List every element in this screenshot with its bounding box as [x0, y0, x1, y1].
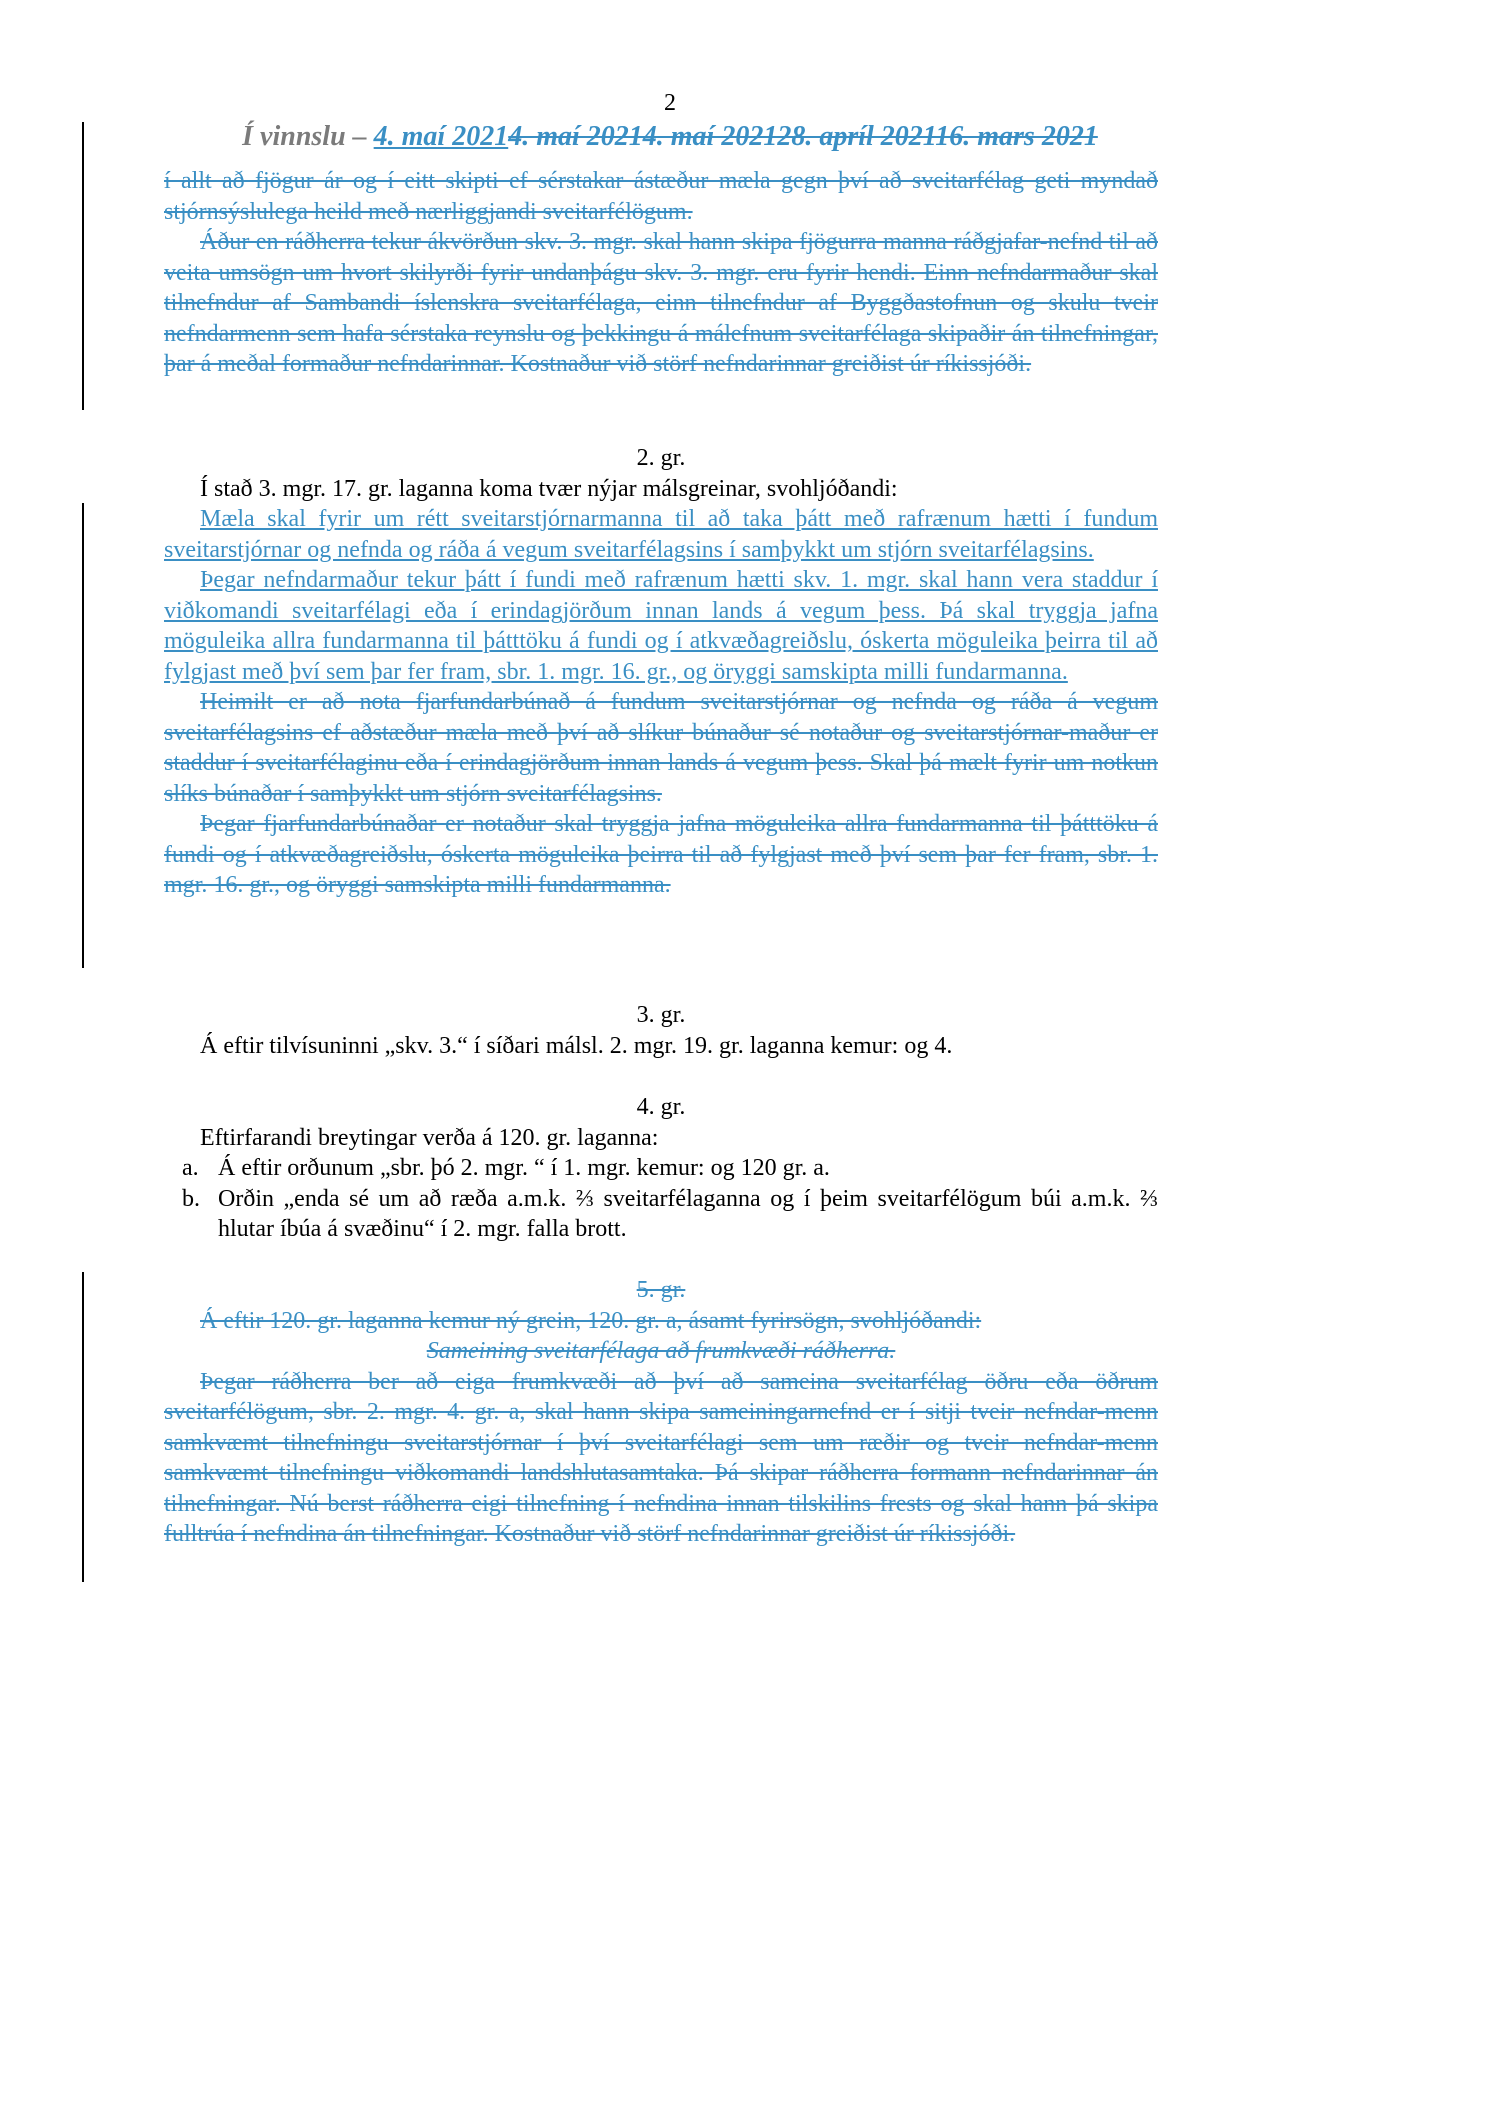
draft-status-label: Í vinnslu –: [242, 121, 374, 152]
draft-dates-deleted: 4. maí 20214. maí 202128. apríl 202116. mars 2021: [508, 121, 1098, 152]
article-heading: 4. gr.: [636, 1094, 686, 1120]
article-intro: Í stað 3. mgr. 17. gr. laganna koma tvær nýjar málsgreinar, svohljóðandi:: [200, 475, 898, 502]
deleted-paragraph: Þegar fjarfundarbúnaðar er notaður skal tryggja jafna möguleika allra fundarmanna til þátttöku á fundi og í atkvæðagreiðslu, óskerta möguleika þeirra til að fylgjast með því sem þar fer fram, sbr. 1. mgr. 16. gr., og öryggi samskipta milli fundarmanna.: [164, 811, 1158, 898]
article-2: [164, 443, 1158, 901]
inserted-paragraph: Þegar nefndarmaður tekur þátt í fundi með rafrænum hætti skv. 1. mgr. skal hann vera staddur í viðkomandi sveitarfélagi eða í erindagjörðum innan lands á vegum þess. Þá skal tryggja jafna möguleika allra fundarmanna til þátttöku á fundi og í atkvæðagreiðslu, óskerta möguleika þeirra til að fylgjast með því sem þar fer fram, sbr. 1. mgr. 16. gr., og öryggi samskipta milli fundarmanna.: [164, 567, 1158, 685]
change-bar: [82, 503, 84, 968]
list-item: [164, 1184, 1158, 1245]
list-item-label: a.: [182, 1155, 199, 1181]
article-text: Á eftir tilvísuninni „skv. 3.“ í síðari málsl. 2. mgr. 19. gr. laganna kemur: og 4.: [200, 1032, 953, 1059]
article-5-deleted: [164, 1275, 1158, 1550]
article-3: [164, 1000, 1158, 1061]
article-4: [164, 1092, 1158, 1245]
article-heading: 2. gr.: [636, 445, 686, 471]
list-item-text: Orðin „enda sé um að ræða a.m.k. ⅔ sveitarfélaganna og í þeim sveitarfélögum búi a.m.k. ⅔ hlutar íbúa á svæðinu“ í 2. mgr. falla brott.: [218, 1185, 1158, 1242]
deleted-paragraph: Áður en ráðherra tekur ákvörðun skv. 3. mgr. skal hann skipa fjögurra manna ráðgjafar-nefnd til að veita umsögn um hvort skilyrði fyrir undanþágu skv. 3. mgr. eru fyrir hendi. Einn nefndarmaður skal tilnefndur af Sambandi íslenskra sveitarfélaga, einn tilnefndur af Byggðastofnun og skulu tveir nefndarmenn sem hafa sérstaka reynslu og þekkingu á málefnum sveitarfélaga skipaðir án tilnefningar, þar á meðal formaður nefndarinnar. Kostnaður við störf nefndarinnar greiðist úr ríkissjóði.: [164, 229, 1158, 377]
list-item: [164, 1153, 1158, 1184]
article-subtitle: Sameining sveitarfélaga að frumkvæði ráðherra.: [426, 1338, 896, 1364]
change-bar: [82, 1272, 84, 1582]
draft-header: [0, 119, 1340, 155]
article-intro: Eftirfarandi breytingar verða á 120. gr. laganna:: [200, 1124, 659, 1151]
article-intro: Á eftir 120. gr. laganna kemur ný grein, 120. gr. a, ásamt fyrirsögn, svohljóðandi:: [200, 1307, 982, 1334]
page-number: 2: [664, 90, 676, 116]
list-item-label: b.: [182, 1185, 200, 1212]
deleted-paragraph: í allt að fjögur ár og í eitt skipti ef sérstakar ástæður mæla gegn því að sveitarfélag geti myndað stjórnsýslulega heild með nærliggjandi sveitarfélögum.: [164, 168, 1158, 225]
article-heading: 3. gr.: [636, 1002, 686, 1028]
list-item-text: Á eftir orðunum „sbr. þó 2. mgr. “ í 1. mgr. kemur: og 120 gr. a.: [218, 1155, 830, 1181]
article-heading: 5. gr.: [636, 1277, 686, 1303]
deleted-paragraph: Heimilt er að nota fjarfundarbúnað á fundum sveitarstjórnar og nefnda og ráða á vegum sveitarfélagsins ef aðstæður mæla með því að slíkur búnaður sé notaður og sveitarstjórnar-maður er staddur í sveitarfélaginu eða í erindagjörðum innan lands á vegum þess. Skal þá mælt fyrir um notkun slíks búnaðar í samþykkt um stjórn sveitarfélagsins.: [164, 689, 1158, 807]
change-bar: [82, 122, 84, 410]
deleted-paragraph: Þegar ráðherra ber að eiga frumkvæði að því að sameina sveitarfélag öðru eða öðrum sveitarfélögum, sbr. 2. mgr. 4. gr. a, skal hann skipa sameiningarnefnd er í sitji tveir nefndar-menn samkvæmt tilnefningu sveitarstjórnar í því sveitarfélagi sem um ræðir og tveir nefndar-menn samkvæmt tilnefningu viðkomandi landshlutasamtaka. Þá skipar ráðherra formann nefndarinnar án tilnefningar. Nú berst ráðherra eigi tilnefning í nefndina innan tilskilins frests og skal hann þá skipa fulltrúa í nefndina án tilnefningar. Kostnaður við störf nefndarinnar greiðist úr ríkissjóði.: [164, 1368, 1158, 1547]
inserted-paragraph: Mæla skal fyrir um rétt sveitarstjórnarmanna til að taka þátt með rafrænum hætti í fundum sveitarstjórnar og nefnda og ráða á vegum sveitarfélagsins í samþykkt um stjórn sveitarfélagsins.: [164, 506, 1158, 563]
draft-date-inserted: 4. maí 2021: [373, 121, 509, 152]
deleted-section-top: [164, 166, 1158, 380]
